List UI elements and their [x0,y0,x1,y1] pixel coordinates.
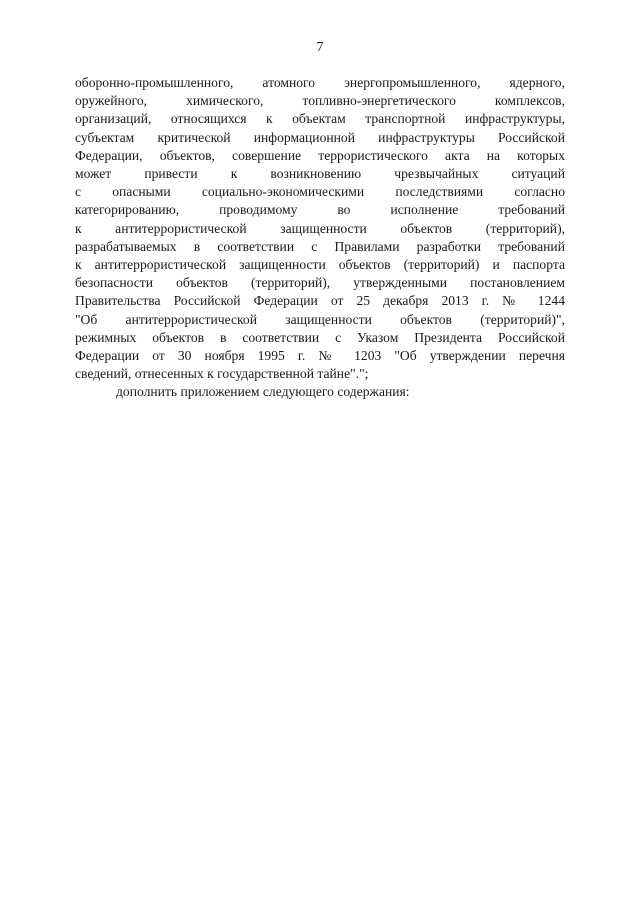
text-line: режимных объектов в соответствии с Указом Президента Российской [75,329,565,345]
text-line: Правительства Российской Федерации от 25 декабря 2013 г. № 1244 [75,293,565,309]
text-line: может привести к возникновению чрезвычайных ситуаций [75,166,565,182]
text-line: Федерации, объектов, совершение террористического акта на которых [75,147,565,163]
text-line: с опасными социально-экономическими последствиями согласно [75,184,565,200]
text-line: организаций, относящихся к объектам транспортной инфраструктуры, [75,111,565,127]
page-number: 7 [316,40,324,55]
text-line: субъектам критической информационной инфраструктуры Российской [75,129,565,145]
text-line: Федерации от 30 ноября 1995 г. № 1203 "Об утверждении перечня [75,348,565,364]
text-line: оружейного, химического, топливно-энергетического комплексов, [75,93,565,109]
text-line: безопасности объектов (территорий), утвержденными постановлением [75,275,565,291]
text-line: "Об антитеррористической защищенности объектов (территорий)", [75,311,565,327]
text-line: сведений, отнесенных к государственной тайне"."; [75,366,369,382]
text-line: категорированию, проводимому во исполнение требований [75,202,565,218]
text-line: оборонно-промышленного, атомного энергопромышленного, ядерного, [75,75,565,90]
text-line: к антитеррористической защищенности объектов (территорий) и паспорта [75,257,565,273]
text-line: к антитеррористической защищенности объектов (территорий), [75,220,565,236]
text-line: разрабатываемых в соответствии с Правилами разработки требований [75,238,565,254]
document-body [75,74,565,402]
paragraph-text: дополнить приложением следующего содержания: [116,384,410,400]
